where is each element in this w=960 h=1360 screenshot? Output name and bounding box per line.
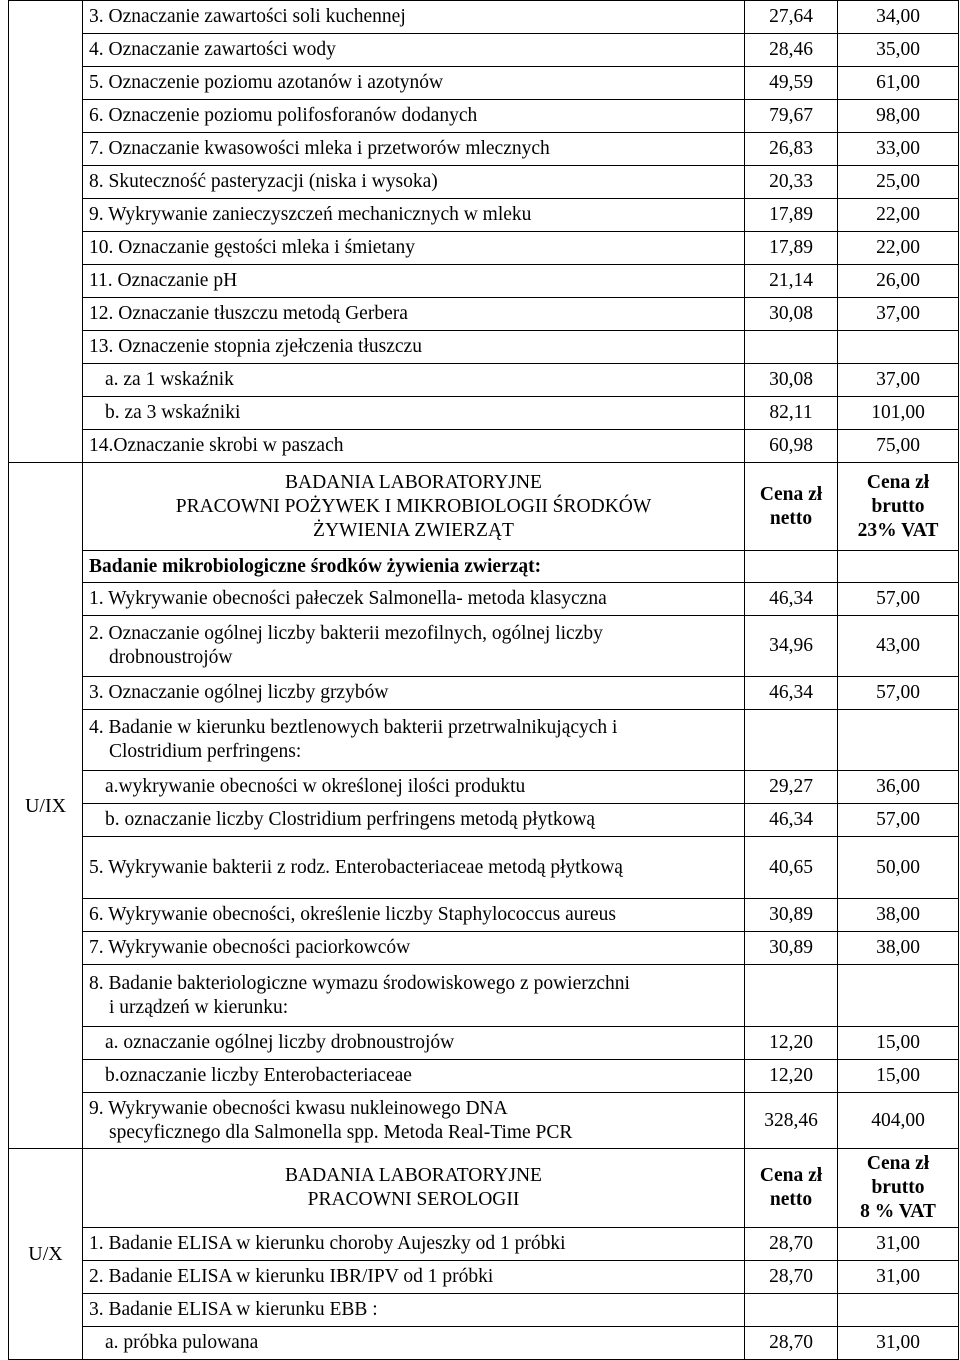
brutto-header-line: 23% VAT [857,519,939,541]
price-netto: 26,83 [745,133,838,166]
price-netto: 30,89 [745,932,838,965]
section-header-row [9,463,959,551]
price-netto [745,331,838,364]
table-row [9,133,959,166]
row-label: 3. Badanie ELISA w kierunku EBB : [83,1294,745,1327]
netto-header-line: Cena zł [759,483,823,505]
row-label [83,965,745,1027]
section-code: U/X [9,1149,83,1360]
table-row [9,616,959,677]
price-netto: 46,34 [745,804,838,837]
row-label-line: specyficznego dla Salmonella spp. Metoda Real-Time PCR [109,1121,573,1143]
row-label: 7. Wykrywanie obecności paciorkowców [83,932,745,965]
brutto-header-line: 8 % VAT [860,1201,936,1222]
price-netto: 40,65 [745,837,838,899]
price-netto: 28,70 [745,1228,838,1261]
row-label: 5. Wykrywanie bakterii z rodz. Enterobacteriaceae metodą płytkową [83,837,745,899]
price-brutto: 50,00 [838,837,959,899]
price-netto: 34,96 [745,616,838,677]
price-netto: 21,14 [745,265,838,298]
price-brutto: 31,00 [838,1261,959,1294]
row-label: 11. Oznaczanie pH [83,265,745,298]
brutto-header-line: brutto [871,495,925,517]
price-brutto: 38,00 [838,899,959,932]
price-brutto: 34,00 [838,1,959,34]
table-row [9,166,959,199]
price-brutto: 26,00 [838,265,959,298]
price-brutto: 57,00 [838,583,959,616]
price-netto: 28,46 [745,34,838,67]
section-title [83,463,745,551]
table-row [9,1,959,34]
price-netto: 30,89 [745,899,838,932]
table-row [9,1060,959,1093]
row-label: 8. Skuteczność pasteryzacji (niska i wysoka) [83,166,745,199]
table-row [9,34,959,67]
table-row [9,397,959,430]
price-brutto: 25,00 [838,166,959,199]
price-netto: 12,20 [745,1027,838,1060]
table-row [9,551,959,583]
price-netto: 46,34 [745,583,838,616]
price-brutto: 22,00 [838,199,959,232]
brutto-header [838,463,959,551]
table-row [9,364,959,397]
row-label-line: i urządzeń w kierunku: [109,996,289,1018]
table-row [9,710,959,771]
table-row [9,298,959,331]
table-row [9,1327,959,1360]
table-row [9,677,959,710]
row-label: 3. Oznaczanie ogólnej liczby grzybów [83,677,745,710]
price-brutto: 15,00 [838,1060,959,1093]
row-label: 12. Oznaczanie tłuszczu metodą Gerbera [83,298,745,331]
row-label: a. oznaczanie ogólnej liczby drobnoustrojów [83,1027,745,1060]
section-title-line: BADANIA LABORATORYJNE [285,471,542,493]
price-netto: 30,08 [745,298,838,331]
brutto-header-line: Cena zł [866,471,930,493]
price-brutto: 35,00 [838,34,959,67]
price-netto: 30,08 [745,364,838,397]
section-code-cell [9,1,83,463]
price-netto: 328,46 [745,1093,838,1149]
price-brutto: 404,00 [838,1093,959,1149]
price-brutto: 22,00 [838,232,959,265]
price-brutto [838,710,959,771]
price-brutto: 36,00 [838,771,959,804]
price-brutto [838,1294,959,1327]
row-label: a. próbka pulowana [83,1327,745,1360]
row-label: b. za 3 wskaźniki [83,397,745,430]
row-label-line: 4. Badanie w kierunku beztlenowych bakterii przetrwalnikujących i [89,717,618,738]
price-brutto: 37,00 [838,298,959,331]
table-row [9,1228,959,1261]
row-label: a. za 1 wskaźnik [83,364,745,397]
netto-header [745,463,838,551]
row-label: 13. Oznaczenie stopnia zjełczenia tłuszczu [83,331,745,364]
table-row [9,100,959,133]
price-brutto [838,965,959,1027]
netto-header-line: netto [769,507,813,529]
row-label: a.wykrywanie obecności w określonej ilości produktu [83,771,745,804]
table-row [9,1027,959,1060]
section-title-line: PRACOWNI POŻYWEK I MIKROBIOLOGII ŚRODKÓW [175,495,652,517]
table-row [9,1093,959,1149]
price-netto [745,965,838,1027]
row-label: 14.Oznaczanie skrobi w paszach [83,430,745,463]
table-row [9,1261,959,1294]
row-label-line: Clostridium perfringens: [109,741,302,762]
price-netto: 12,20 [745,1060,838,1093]
price-netto [745,710,838,771]
price-netto: 60,98 [745,430,838,463]
price-brutto: 38,00 [838,932,959,965]
row-label-line: drobnoustrojów [109,647,233,668]
row-label: 6. Wykrywanie obecności, określenie liczby Staphylococcus aureus [83,899,745,932]
price-netto: 28,70 [745,1327,838,1360]
section-title [83,1149,745,1228]
row-label [83,1093,745,1149]
price-netto: 28,70 [745,1261,838,1294]
price-netto: 46,34 [745,677,838,710]
price-netto: 17,89 [745,199,838,232]
table-row [9,331,959,364]
price-brutto: 31,00 [838,1327,959,1360]
price-brutto: 43,00 [838,616,959,677]
price-brutto: 61,00 [838,67,959,100]
table-row [9,899,959,932]
netto-header-line: netto [769,1189,813,1210]
row-label [83,616,745,677]
row-label: 2. Badanie ELISA w kierunku IBR/IPV od 1 próbki [83,1261,745,1294]
row-label: 10. Oznaczanie gęstości mleka i śmietany [83,232,745,265]
section-subheading: Badanie mikrobiologiczne środków żywienia zwierząt: [83,551,745,583]
row-label: b.oznaczanie liczby Enterobacteriaceae [83,1060,745,1093]
price-netto: 79,67 [745,100,838,133]
section-title-line: PRACOWNI SEROLOGII [307,1189,520,1210]
price-netto: 27,64 [745,1,838,34]
table-row [9,1294,959,1327]
price-brutto: 57,00 [838,677,959,710]
price-netto: 29,27 [745,771,838,804]
table-row [9,67,959,100]
price-brutto: 57,00 [838,804,959,837]
table-row [9,583,959,616]
price-brutto: 75,00 [838,430,959,463]
row-label-line: 2. Oznaczanie ogólnej liczby bakterii mezofilnych, ogólnej liczby [89,623,603,644]
price-table [8,0,959,1360]
table-row [9,771,959,804]
price-brutto: 98,00 [838,100,959,133]
table-row [9,804,959,837]
row-label: 3. Oznaczanie zawartości soli kuchennej [83,1,745,34]
brutto-header-line: brutto [871,1177,925,1198]
price-brutto: 15,00 [838,1027,959,1060]
price-netto [745,1294,838,1327]
section-title-line: BADANIA LABORATORYJNE [285,1165,542,1186]
section-code: U/IX [9,463,83,1149]
row-label: 4. Oznaczanie zawartości wody [83,34,745,67]
table-row [9,232,959,265]
price-netto: 82,11 [745,397,838,430]
price-brutto [838,331,959,364]
price-brutto: 101,00 [838,397,959,430]
row-label: 6. Oznaczenie poziomu polifosforanów dodanych [83,100,745,133]
table-row [9,199,959,232]
row-label: 7. Oznaczanie kwasowości mleka i przetworów mlecznych [83,133,745,166]
netto-header-line: Cena zł [759,1165,823,1186]
row-label: 5. Oznaczenie poziomu azotanów i azotynów [83,67,745,100]
row-label: 9. Wykrywanie zanieczyszczeń mechanicznych w mleku [83,199,745,232]
row-label: 1. Wykrywanie obecności pałeczek Salmonella- metoda klasyczna [83,583,745,616]
table-row [9,430,959,463]
row-label: 1. Badanie ELISA w kierunku choroby Aujeszky od 1 próbki [83,1228,745,1261]
section-title-line: ŻYWIENIA ZWIERZĄT [313,519,514,541]
brutto-header [838,1149,959,1228]
table-row [9,965,959,1027]
price-brutto [838,551,959,583]
price-brutto: 37,00 [838,364,959,397]
row-label-line: 9. Wykrywanie obecności kwasu nukleinowego DNA [89,1097,508,1119]
netto-header [745,1149,838,1228]
row-label-line: 8. Badanie bakteriologiczne wymazu środowiskowego z powierzchni [89,972,630,994]
price-brutto: 33,00 [838,133,959,166]
table-row [9,932,959,965]
brutto-header-line: Cena zł [866,1153,930,1174]
row-label: b. oznaczanie liczby Clostridium perfringens metodą płytkową [83,804,745,837]
table-row [9,837,959,899]
price-brutto: 31,00 [838,1228,959,1261]
price-netto: 20,33 [745,166,838,199]
price-netto: 17,89 [745,232,838,265]
table-row [9,265,959,298]
price-netto [745,551,838,583]
price-netto: 49,59 [745,67,838,100]
section-header-row [9,1149,959,1228]
row-label [83,710,745,771]
